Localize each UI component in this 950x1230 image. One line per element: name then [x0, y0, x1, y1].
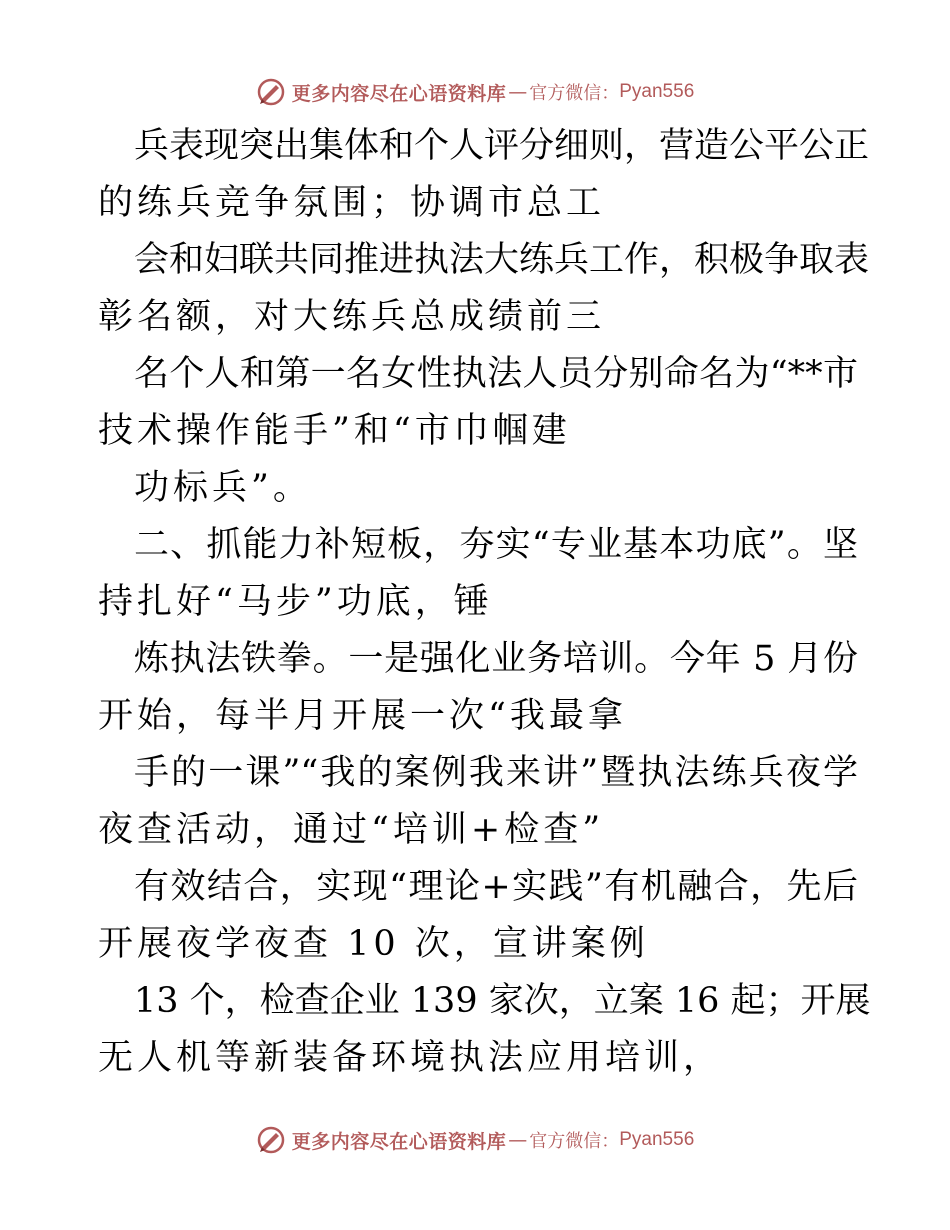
text-line: 开展夜学夜查 10 次，宣讲案例	[98, 924, 649, 964]
text-line: 功标兵”。	[134, 468, 312, 508]
text-line: 无人机等新装备环境执法应用培训，	[98, 1038, 723, 1078]
pen-logo-icon	[256, 1125, 286, 1155]
text-line: 彰名额，对大练兵总成绩前三	[98, 297, 606, 337]
watermark-dash: —	[508, 81, 528, 103]
watermark-dash: —	[508, 1129, 528, 1151]
pen-logo-icon	[256, 77, 286, 107]
watermark-id: Pyan556	[619, 1129, 695, 1150]
text-line: 二、抓能力补短板，夯实“专业基本功底”。坚	[134, 525, 858, 565]
text-line: 开始，每半月开展一次“我最拿	[98, 696, 627, 736]
watermark-id: Pyan556	[619, 81, 695, 102]
footer-watermark	[0, 1120, 950, 1160]
text-line: 炼执法铁拳。一是强化业务培训。今年 5 月份	[134, 639, 858, 679]
text-line: 名个人和第一名女性执法人员分别命名为“**市	[134, 354, 858, 394]
text-line: 兵表现突出集体和个人评分细则，营造公平公正	[134, 126, 870, 166]
watermark-label: 官方微信：	[529, 1131, 620, 1152]
text-line: 技术操作能手”和“市巾帼建	[98, 411, 571, 451]
text-line: 持扎好“马步”功底，锤	[98, 582, 493, 622]
text-line: 手的一课”“我的案例我来讲”暨执法练兵夜学	[134, 753, 858, 793]
document-body	[98, 118, 871, 1087]
watermark-label: 官方微信：	[529, 83, 620, 104]
text-line: 夜查活动，通过“培训+检查”	[98, 810, 605, 850]
watermark-site: 更多内容尽在心语资料库	[291, 1130, 507, 1153]
text-line: 有效结合，实现“理论+实践”有机融合，先后	[134, 867, 858, 907]
watermark-site: 更多内容尽在心语资料库	[291, 82, 507, 105]
text-line: 13 个，检查企业 139 家次，立案 16 起；开展	[134, 981, 871, 1021]
text-line: 会和妇联共同推进执法大练兵工作，积极争取表	[134, 240, 870, 280]
text-line: 的练兵竞争氛围；协调市总工	[98, 183, 606, 223]
header-watermark	[0, 72, 950, 112]
